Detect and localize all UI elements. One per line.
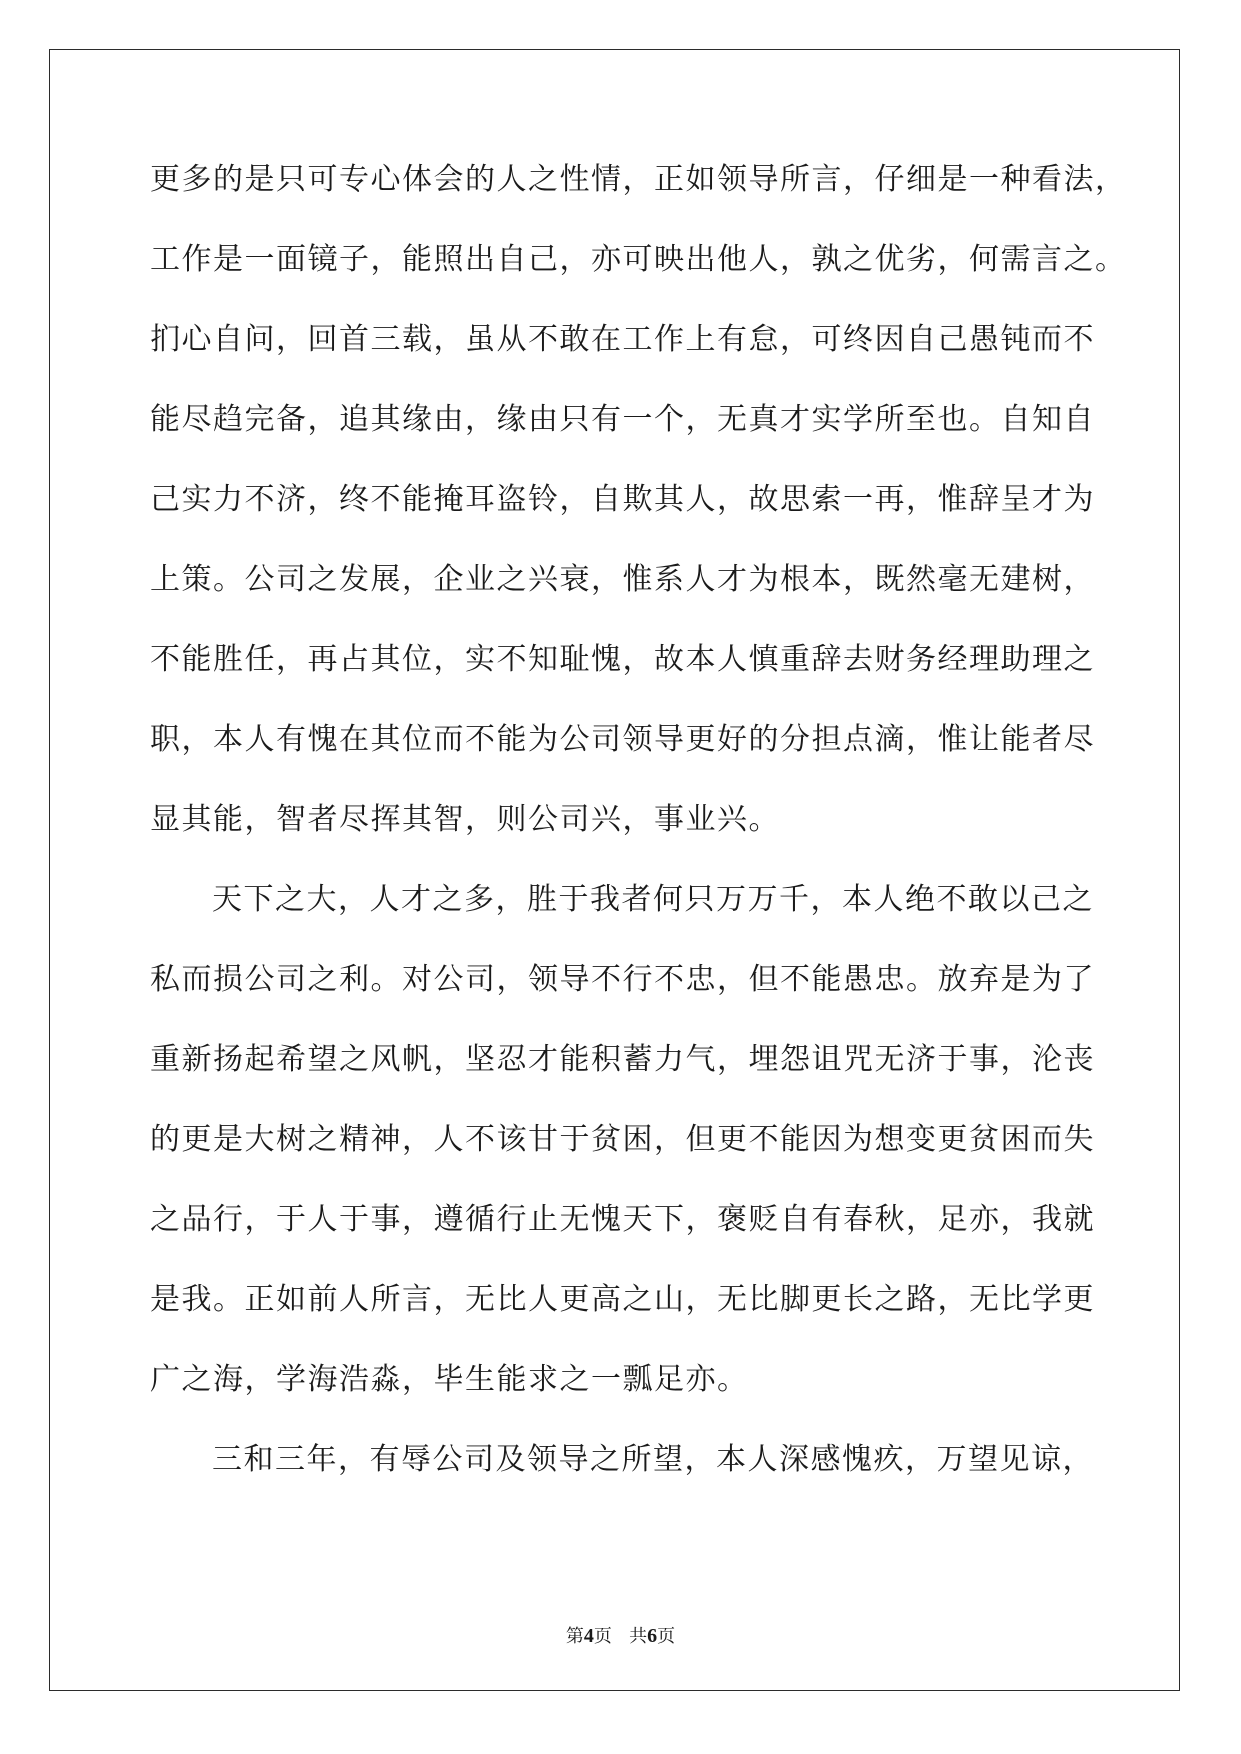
current-page-number: 4 xyxy=(583,1625,594,1647)
text-line: 能尽趋完备，追其缘由，缘由只有一个，无真才实学所至也。自知自 xyxy=(150,402,1095,437)
footer-total-prefix: 共 xyxy=(629,1626,648,1647)
total-page-count: 6 xyxy=(647,1625,658,1647)
text-line: 之品行，于人于事，遵循行止无愧天下，褒贬自有春秋，足亦，我就 xyxy=(150,1202,1095,1237)
footer-page-suffix: 页 xyxy=(593,1626,612,1647)
text-line: 重新扬起希望之风帆，坚忍才能积蓄力气，埋怨诅咒无济于事，沦丧 xyxy=(150,1042,1095,1077)
text-line: 广之海，学海浩淼，毕生能求之一瓢足亦。 xyxy=(150,1362,749,1397)
footer-total-suffix: 页 xyxy=(657,1626,676,1647)
text-line: 三和三年，有辱公司及领导之所望，本人深感愧疚，万望见谅， xyxy=(212,1442,1094,1477)
text-line: 天下之大，人才之多，胜于我者何只万万千，本人绝不敢以己之 xyxy=(212,882,1094,917)
page-footer xyxy=(0,1622,1241,1648)
text-line: 更多的是只可专心体会的人之性情，正如领导所言，仔细是一种看法， xyxy=(150,162,1127,197)
text-line: 不能胜任，再占其位，实不知耻愧，故本人慎重辞去财务经理助理之 xyxy=(150,642,1095,677)
text-line: 显其能，智者尽挥其智，则公司兴，事业兴。 xyxy=(150,802,780,837)
text-line: 职，本人有愧在其位而不能为公司领导更好的分担点滴，惟让能者尽 xyxy=(150,722,1095,757)
footer-prefix: 第 xyxy=(565,1626,584,1647)
document-body xyxy=(150,155,1127,1515)
text-line: 是我。正如前人所言，无比人更高之山，无比脚更长之路，无比学更 xyxy=(150,1282,1095,1317)
text-line: 私而损公司之利。对公司，领导不行不忠，但不能愚忠。放弃是为了 xyxy=(150,962,1095,997)
text-line: 的更是大树之精神，人不该甘于贫困，但更不能因为想变更贫困而失 xyxy=(150,1122,1095,1157)
text-line: 工作是一面镜子，能照出自己，亦可映出他人，孰之优劣，何需言之。 xyxy=(150,242,1127,277)
text-line: 扪心自问，回首三载，虽从不敢在工作上有怠，可终因自己愚钝而不 xyxy=(150,322,1095,357)
text-line: 己实力不济，终不能掩耳盗铃，自欺其人，故思索一再，惟辞呈才为 xyxy=(150,482,1095,517)
text-line: 上策。公司之发展，企业之兴衰，惟系人才为根本，既然毫无建树， xyxy=(150,562,1095,597)
